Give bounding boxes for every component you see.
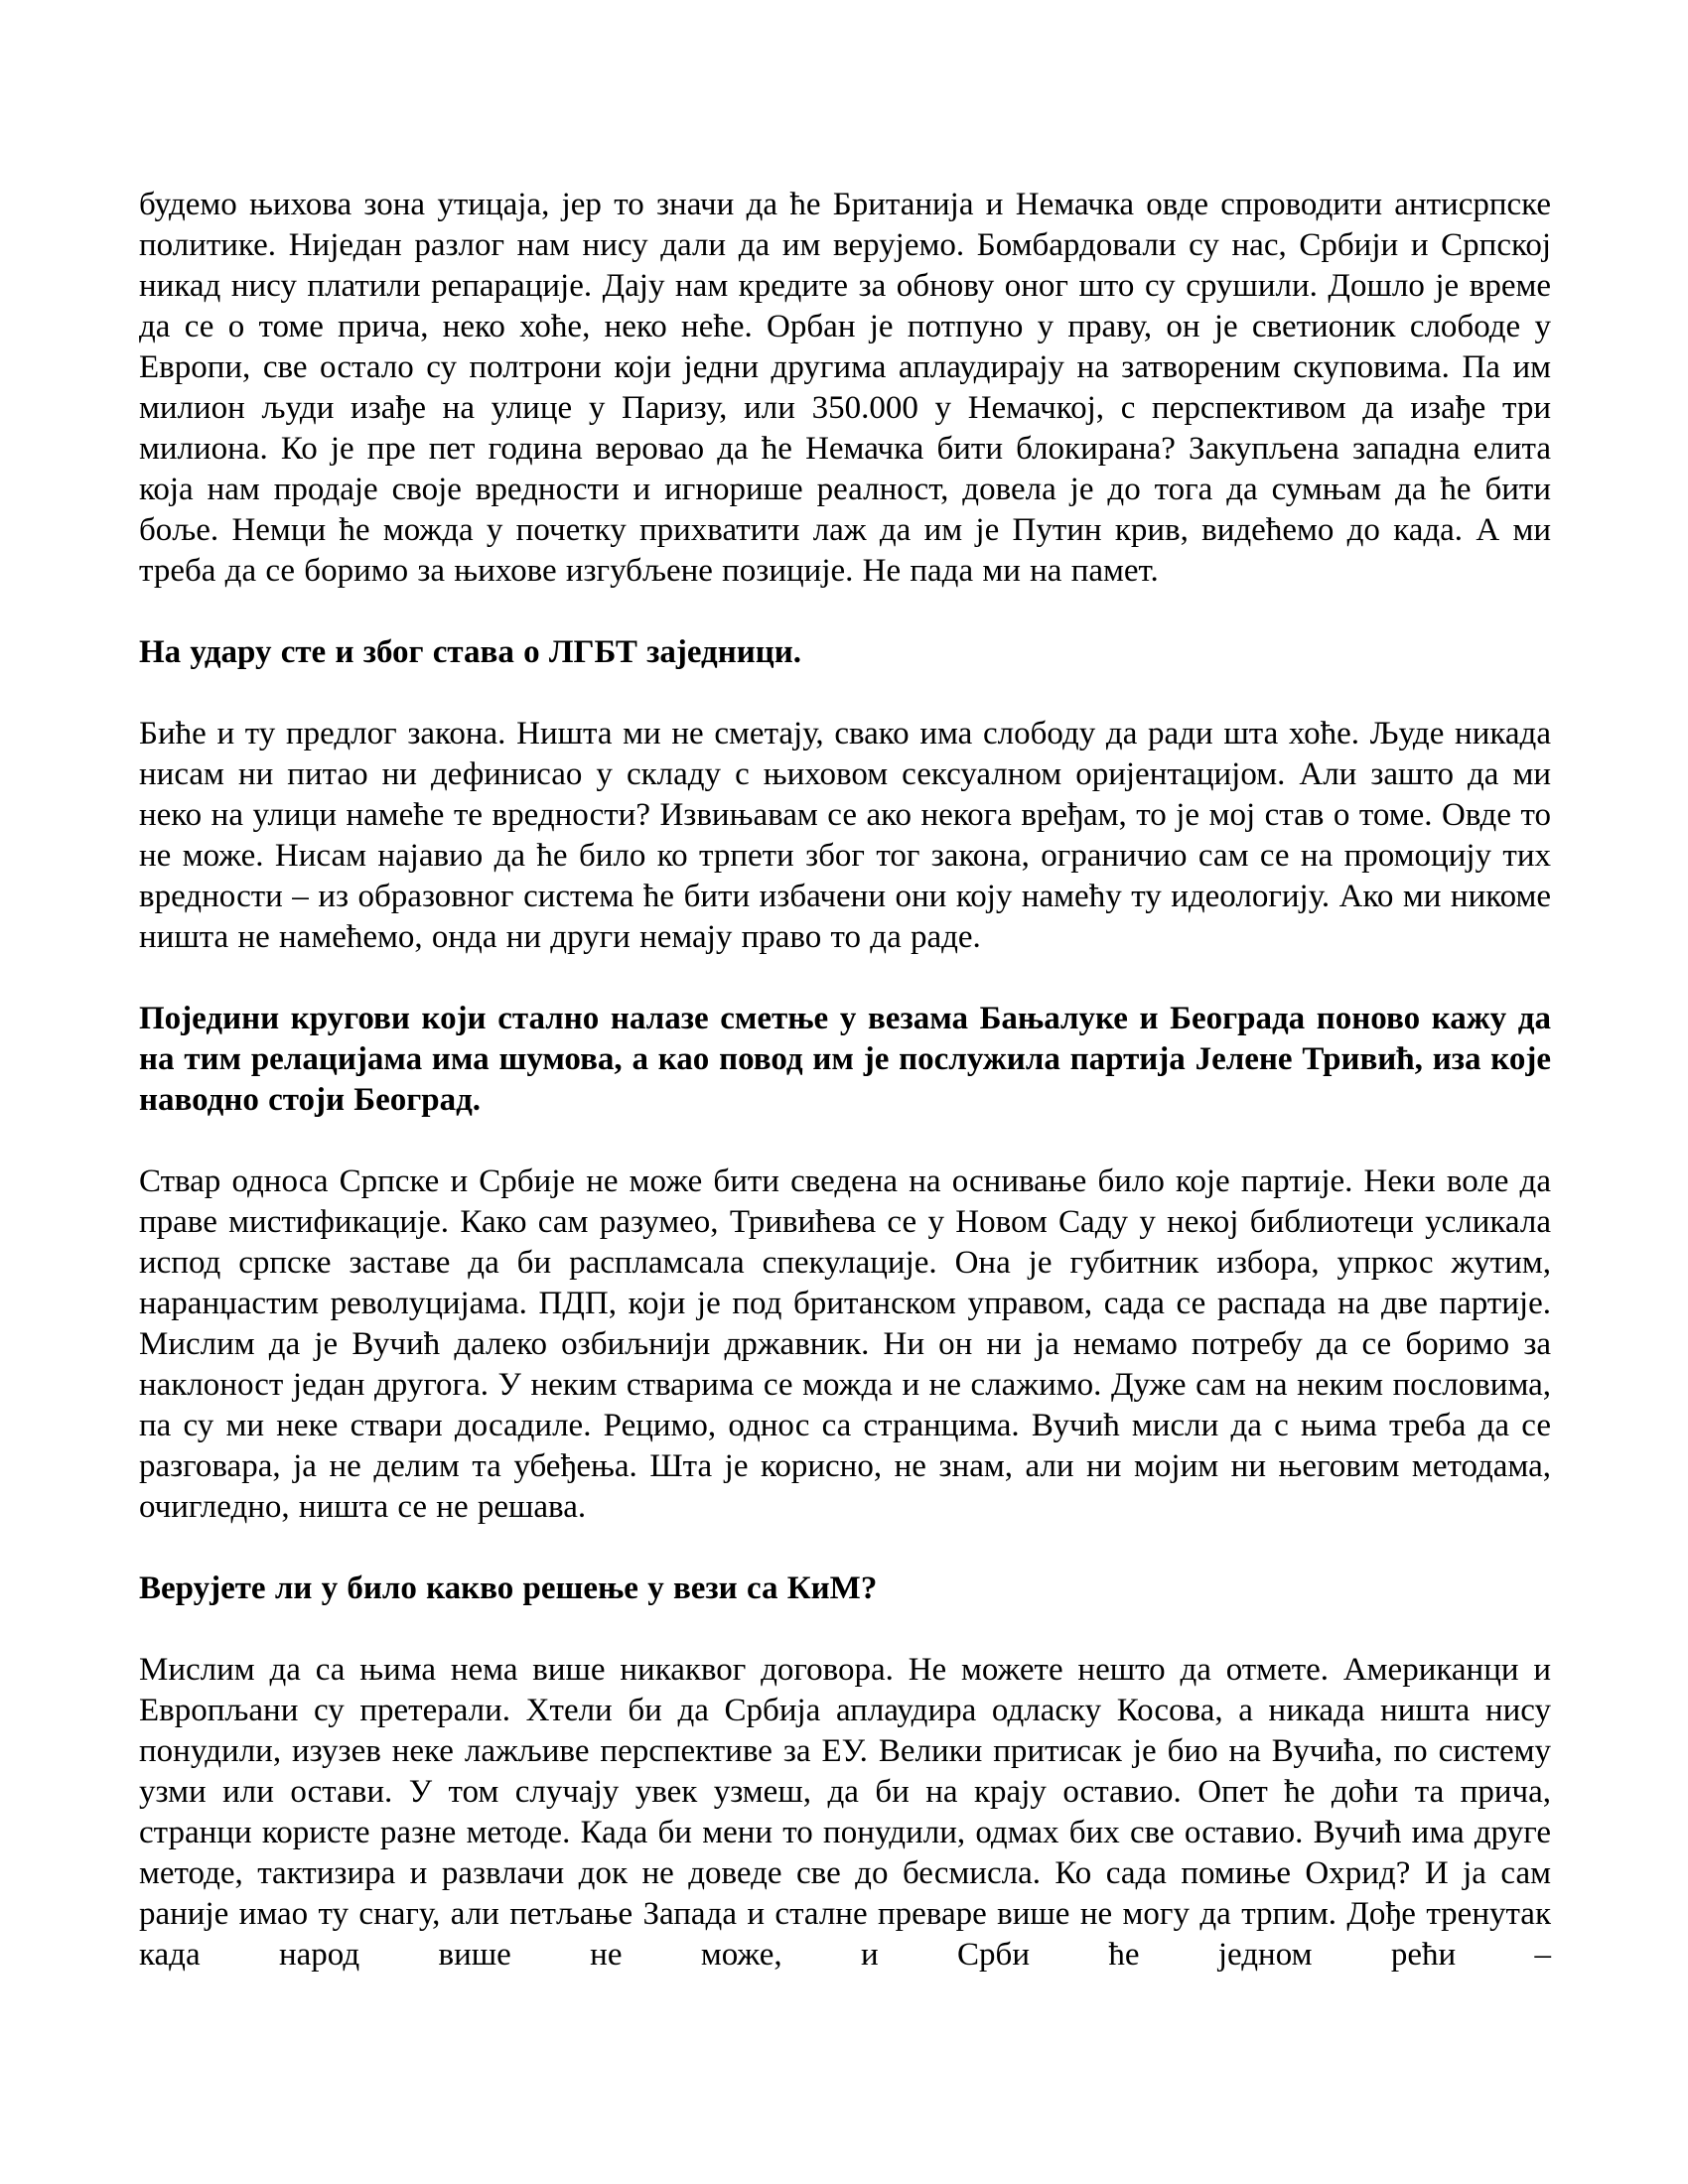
question-heading-banjaluka-beograd: Поједини кругови који стално налазе сметње у везама Бањалуке и Београда поново кажу да на тим релацијама има шумова, а као повод им је послужила партија Јелене Тривић, иза које наводно стоји Београд. — [139, 1001, 1551, 1118]
document-page — [139, 185, 1551, 2016]
answer-paragraph-srpska-srbija: Ствар односа Српске и Србије не може бити сведена на оснивање било које партије. Неки воле да праве мистификације. Како сам разумео, Тривићева се у Новом Саду у некој библиотеци усликала испод српске заставе да би распламсала спекулације. Она је губитник избора, упркос жутим, наранџастим револуцијама. ПДП, који је под британском управом, сада се распада на две партије. Мислим да је Вучић далеко озбиљнији државник. Ни он ни ја немамо потребу да се боримо за наклоност један другога. У неким стварима се можда и не слажимо. Дуже сам на неким пословима, па су ми неке ствари досадиле. Рецимо, однос са странцима. Вучић мисли да с њима треба да се разговара, ја не делим та убеђења. Шта је корисно, не знам, али ни мојим ни његовим методама, очигледно, ништа се не решава. — [139, 1163, 1551, 1525]
question-heading-lgbt: На удару сте и због става о ЛГБТ заједници. — [139, 634, 802, 670]
question-heading-kim: Верујете ли у било какво решење у вези са КиМ? — [139, 1570, 878, 1606]
answer-paragraph-kim: Мислим да са њима нема више никаквог договора. Не можете нешто да отмете. Американци и Европљани су претерали. Хтели би да Србија аплаудира одласку Косова, а никада ништа нису понудили, изузев неке лажљиве перспективе за ЕУ. Велики притисак је био на Вучића, по систему узми или остави. У том случају увек узмеш, да би на крају оставио. Опет ће доћи та прича, странци користе разне методе. Када би мени то понудили, одмах бих све оставио. Вучић има друге методе, тактизира и развлачи док не доведе све до бесмисла. Ко сада помиње Охрид? И ја сам раније имао ту снагу, али петљање Запада и сталне преваре више не могу да трпим. Дође тренутак када народ више не може, и Срби ће једном рећи – — [139, 1652, 1551, 1973]
answer-paragraph-continued: будемо њихова зона утицаја, јер то значи да ће Британија и Немачка овде спроводити антисрпске политике. Ниједан разлог нам нису дали да им верујемо. Бомбардовали су нас, Србији и Српској никад нису платили репарације. Дају нам кредите за обнову оног што су срушили. Дошло је време да се о томе прича, неко хоће, неко неће. Орбан је потпуно у праву, он је светионик слободе у Европи, све остало су полтрони који једни другима аплаудирају на затвореним скуповима. Па им милион људи изађе на улице у Паризу, или 350.000 у Немачкој, с перспективом да изађе три милиона. Ко је пре пет година веровао да ће Немачка бити блокирана? Закупљена западна елита која нам продаје своје вредности и игнорише реалност, довела је до тога да сумњам да ће бити боље. Немци ће можда у почетку прихватити лаж да им је Путин крив, видећемо до када. А ми треба да се боримо за њихове изгубљене позиције. Не пада ми на памет. — [139, 187, 1551, 589]
answer-paragraph-lgbt: Биће и ту предлог закона. Ништа ми не сметају, свако има слободу да ради шта хоће. Људе никада нисам ни питао ни дефинисао у складу с њиховом сексуалном оријентацијом. Али зашто да ми неко на улици намеће те вредности? Извињавам се ако некога вређам, то је мој став о томе. Овде то не може. Нисам најавио да ће било ко трпети због тог закона, ограничио сам се на промоцију тих вредности – из образовног система ће бити избачени они коју намећу ту идеологију. Ако ми никоме ништа не намећемо, онда ни други немају право то да раде. — [139, 716, 1551, 955]
